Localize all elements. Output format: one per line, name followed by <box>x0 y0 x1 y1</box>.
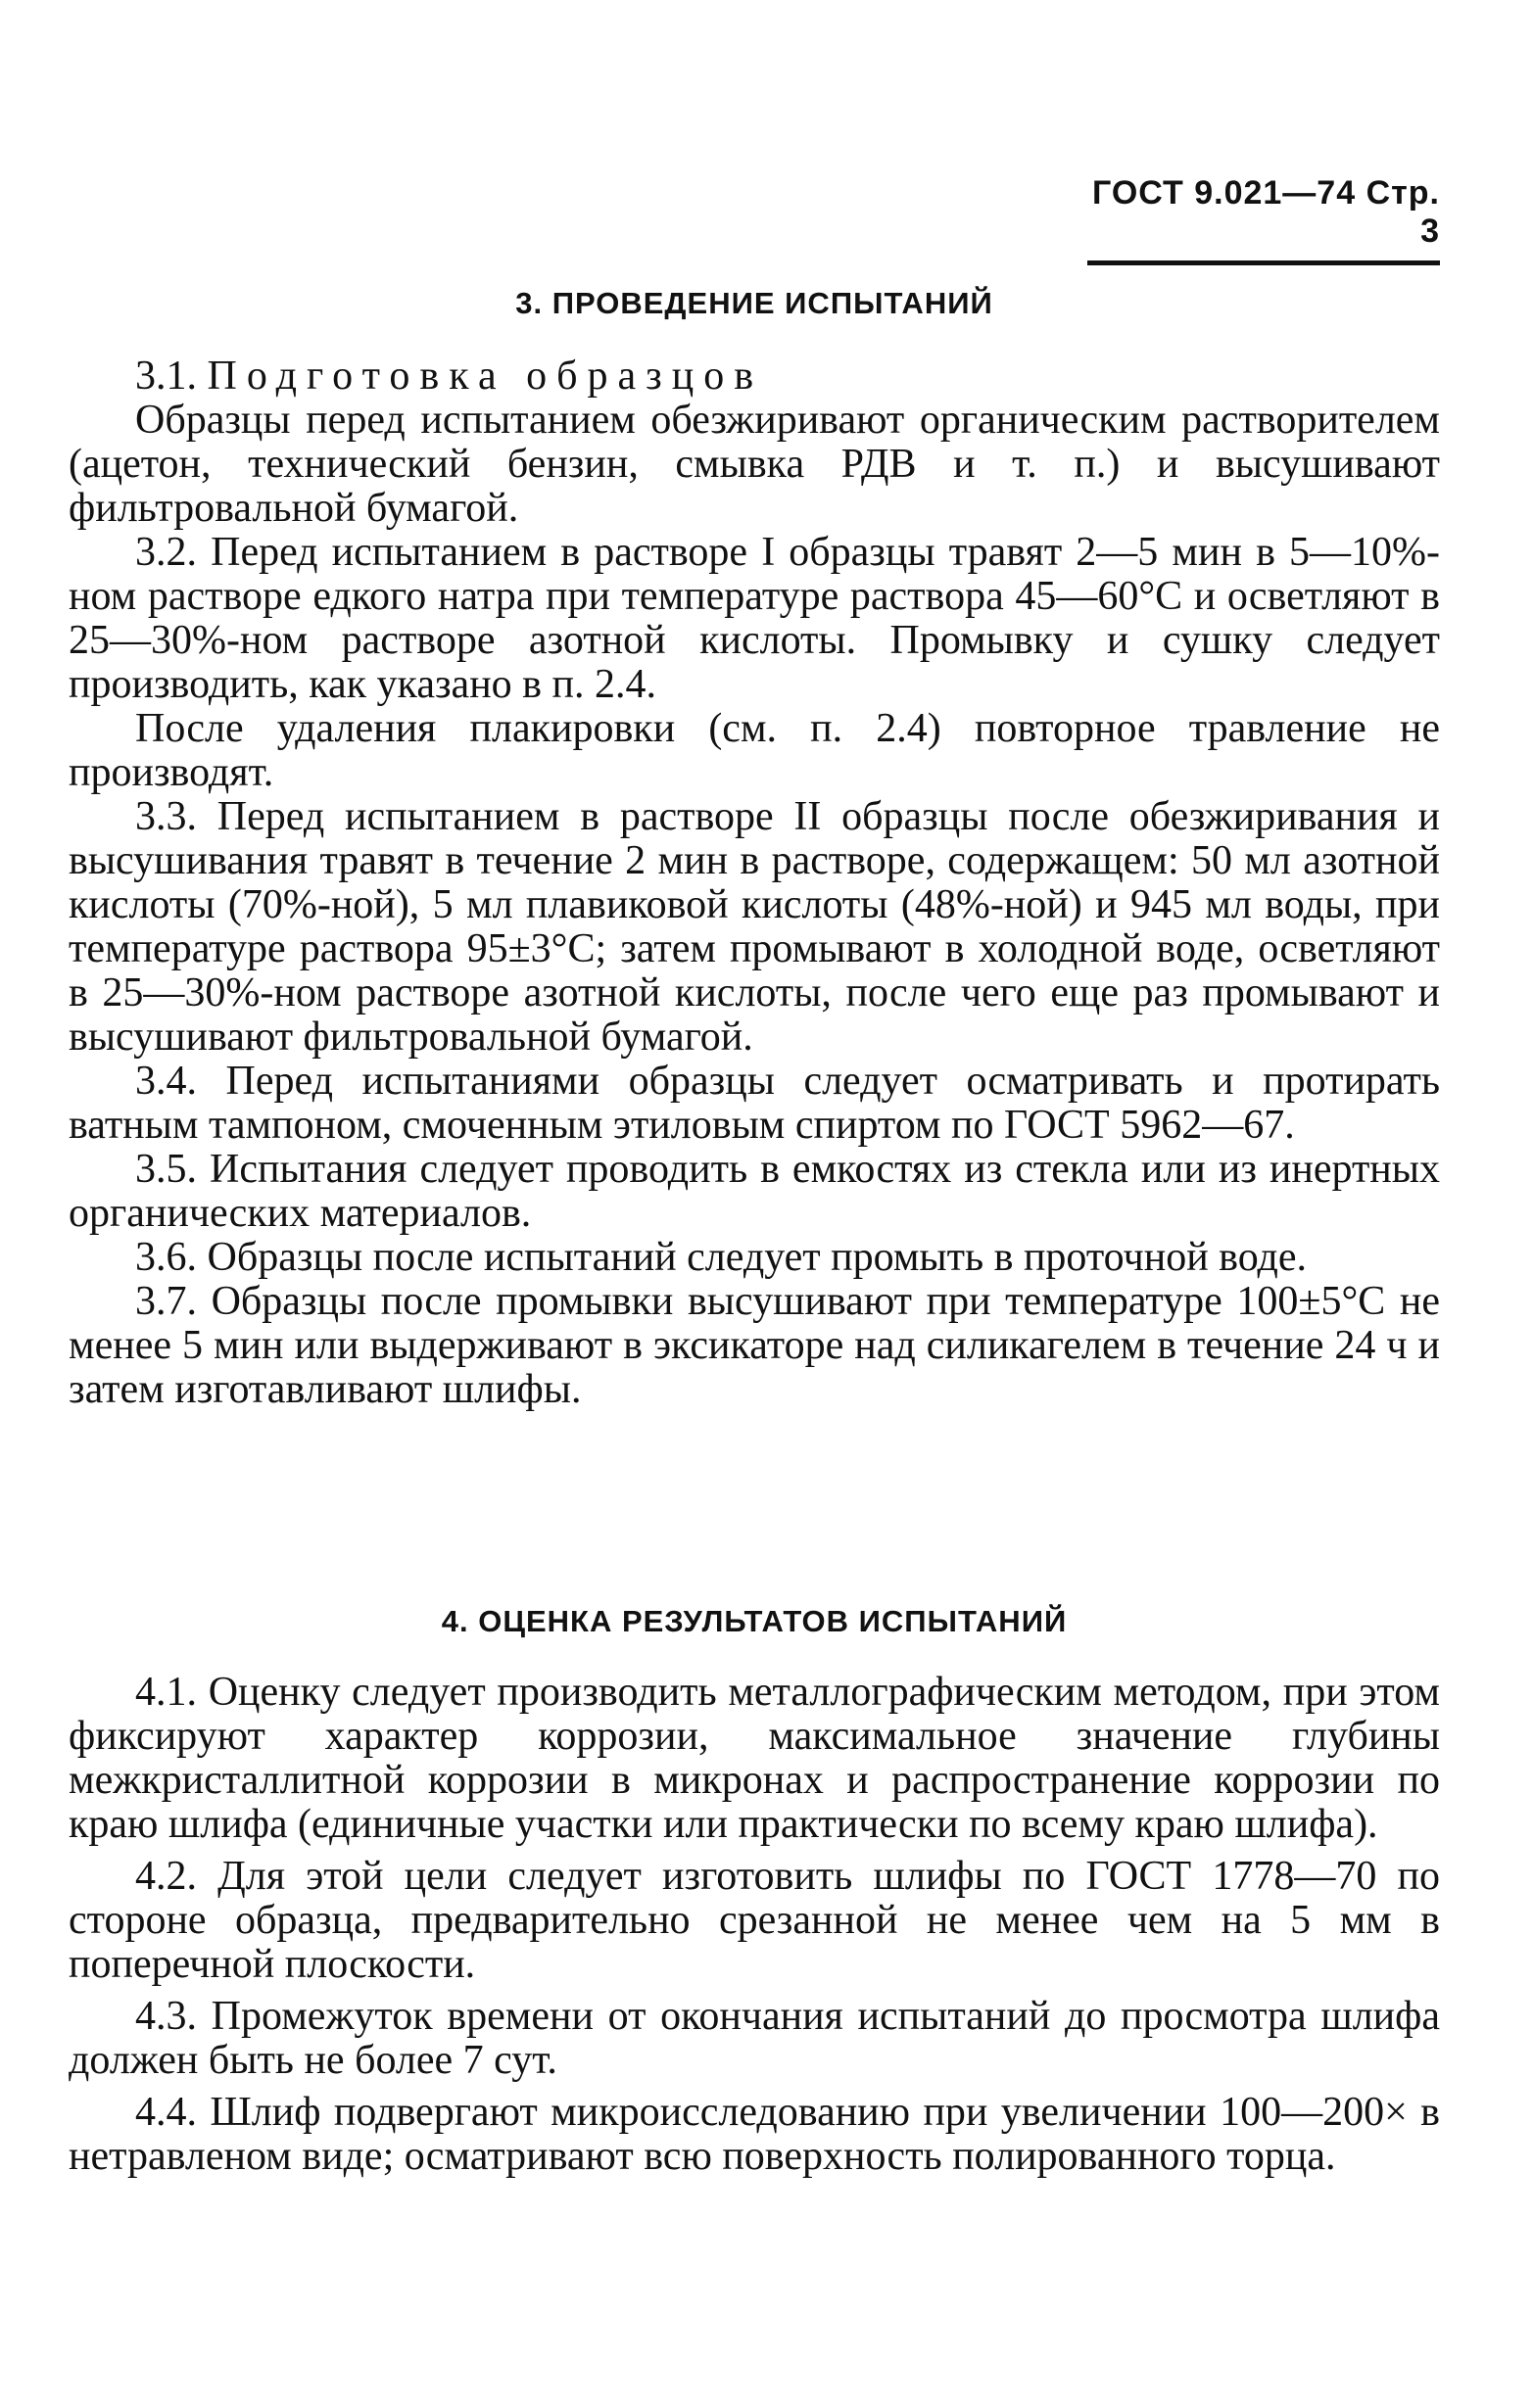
section-3-title: 3. ПРОВЕДЕНИЕ ИСПЫТАНИЙ <box>515 286 993 320</box>
page-header: ГОСТ 9.021—74 Стр. 3 <box>1087 174 1440 265</box>
paragraph-3-7: 3.7. Образцы после промывки высушивают при температуре 100±5°С не менее 5 мин или выдерживают в эксикаторе над силикагелем в течение 24 ч и затем изготавливают шлифы. <box>69 1279 1440 1412</box>
paragraph-3-2-note: После удаления плакировки (см. п. 2.4) повторное травление не производят. <box>69 706 1440 795</box>
paragraph-3-3: 3.3. Перед испытанием в растворе II образцы после обезжиривания и высушивания травят в течение 2 мин в растворе, содержащем: 50 мл азотной кислоты (70%-ной), 5 мл плавиковой кислоты (48%-ной) и 945 мл воды, при температуре раствора 95±3°С; затем промывают в холодной воде, осветляют в 25—30%-ном растворе азотной кислоты, после чего еще раз промывают и высушивают фильтровальной бумагой. <box>69 794 1440 1060</box>
section-4-body <box>69 1671 1440 2179</box>
paragraph-3-1: Образцы перед испытанием обезжиривают органическим растворителем (ацетон, технический бензин, смывка РДВ и т. п.) и высушивают фильтровальной бумагой. <box>69 398 1440 531</box>
paragraph-3-6: 3.6. Образцы после испытаний следует промыть в проточной воде. <box>135 1235 1308 1280</box>
paragraph-3-1-number: 3.1. <box>135 354 197 399</box>
paragraph-4-4: 4.4. Шлиф подвергают микроисследованию при увеличении 100—200× в нетравленом виде; осматривают всю поверхность полированного торца. <box>69 2090 1440 2179</box>
paragraph-4-3: 4.3. Промежуток времени от окончания испытаний до просмотра шлифа должен быть не более 7 сут. <box>69 1994 1440 2083</box>
paragraph-3-5: 3.5. Испытания следует проводить в емкостях из стекла или из инертных органических материалов. <box>69 1147 1440 1236</box>
section-4-title: 4. ОЦЕНКА РЕЗУЛЬТАТОВ ИСПЫТАНИЙ <box>441 1604 1068 1638</box>
section-3-body <box>69 354 1440 1412</box>
paragraph-3-4: 3.4. Перед испытаниями образцы следует осматривать и протирать ватным тампоном, смоченным этиловым спиртом по ГОСТ 5962—67. <box>69 1059 1440 1148</box>
paragraph-4-1: 4.1. Оценку следует производить металлографическим методом, при этом фиксируют характер коррозии, максимальное значение глубины межкристаллитной коррозии в микронах и распространение коррозии по краю шлифа (единичные участки или практически по всему краю шлифа). <box>69 1670 1440 1847</box>
document-page <box>69 0 1440 2408</box>
paragraph-3-2: 3.2. Перед испытанием в растворе I образцы травят 2—5 мин в 5—10%-ном растворе едкого натра при температуре раствора 45—60°С и осветляют в 25—30%-ном растворе азотной кислоты. Промывку и сушку следует производить, как указано в п. 2.4. <box>69 530 1440 707</box>
paragraph-3-1-title: Подготовка образцов <box>207 354 764 399</box>
paragraph-3-1-heading <box>69 354 1440 399</box>
paragraph-4-2: 4.2. Для этой цели следует изготовить шлифы по ГОСТ 1778—70 по стороне образца, предварительно срезанной не менее чем на 5 мм в поперечной плоскости. <box>69 1854 1440 1987</box>
